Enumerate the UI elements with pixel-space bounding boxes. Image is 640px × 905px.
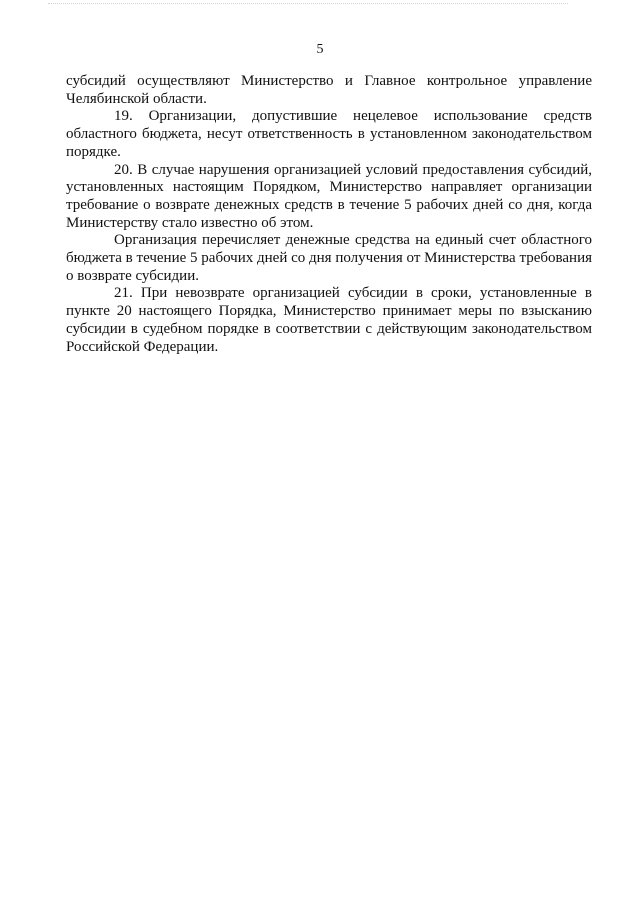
paragraph-item-21: 21. При невозврате организацией субсидии в сроки, установленные в пункте 20 настоящего Порядка, Министерство принимает меры по взысканию субсидии в судебном порядке в соответствии с действующим законодательством Российской Федерации.	[66, 285, 592, 355]
paragraph-continuation: субсидий осуществляют Министерство и Главное контрольное управление Челябинской области.	[66, 73, 592, 107]
document-body	[66, 73, 592, 356]
page-number: 5	[316, 42, 324, 57]
paragraph-item-19: 19. Организации, допустившие нецелевое использование средств областного бюджета, несут ответственность в установленном законодательством порядке.	[66, 108, 592, 160]
paragraph-item-20-continued: Организация перечисляет денежные средства на единый счет областного бюджета в течение 5 рабочих дней со дня получения от Министерства требования о возврате субсидии.	[66, 232, 592, 284]
scan-edge-artifact	[48, 3, 568, 8]
paragraph-item-20: 20. В случае нарушения организацией условий предоставления субсидий, установленных настоящим Порядком, Министерство направляет организации требование о возврате денежных средств в течение 5 рабочих дней со дня, когда Министерству стало известно об этом.	[66, 161, 592, 231]
